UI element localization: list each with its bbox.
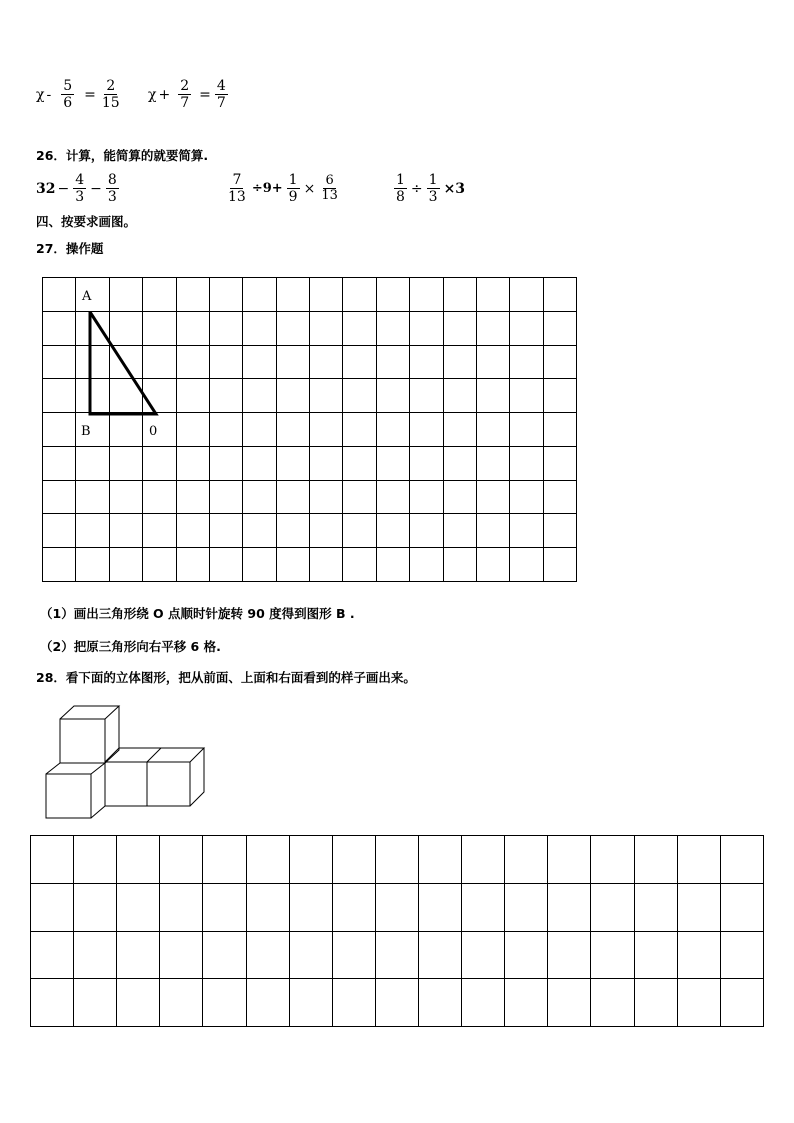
expression-operator: ÷9+ [251, 181, 283, 196]
grid-cell [505, 883, 548, 931]
equals-sign: = [199, 86, 211, 103]
grid-cell [203, 979, 246, 1027]
grid-cell [634, 883, 677, 931]
grid-cell [375, 836, 418, 884]
grid-cell [462, 883, 505, 931]
grid-cell [418, 931, 461, 979]
grid-cell [505, 979, 548, 1027]
grid-cell [677, 979, 720, 1027]
grid-cell [246, 883, 289, 931]
numerator: 4 [216, 78, 226, 94]
grid-cell [74, 931, 117, 979]
numerator: 6 [325, 173, 334, 188]
grid-cell [246, 931, 289, 979]
denominator: 3 [75, 189, 85, 205]
grid-cell [160, 979, 203, 1027]
grid-cell [591, 931, 634, 979]
grid-cell [418, 836, 461, 884]
numerator: 4 [75, 172, 85, 188]
denominator: 13 [228, 189, 246, 205]
grid-cell [203, 883, 246, 931]
numerator: 2 [180, 78, 190, 94]
grid-cell [289, 931, 332, 979]
vertex-label-b: B [81, 424, 91, 439]
denominator: 8 [396, 189, 405, 205]
grid-cell [31, 931, 74, 979]
question-28-title: 28．看下面的立体图形，把从前面、上面和右面看到的样子画出来。 [36, 670, 416, 685]
grid-row [31, 836, 764, 884]
denominator: 7 [180, 95, 190, 111]
grid-cell [677, 931, 720, 979]
task-2: （2）把原三角形向右平移 6 格. [40, 639, 221, 654]
numerator: 1 [428, 172, 438, 188]
equation-variable: χ [148, 86, 157, 103]
minus-sign: − [57, 180, 70, 197]
divide-sign: ÷ [410, 180, 423, 197]
grid-cell [548, 931, 591, 979]
grid-cell [677, 883, 720, 931]
grid-cell [332, 979, 375, 1027]
section-4-title: 四、按要求画图。 [36, 214, 137, 229]
multiply-term: ×3 [443, 180, 466, 197]
grid-cell [720, 883, 763, 931]
grid-cell [591, 979, 634, 1027]
grid-cell [591, 836, 634, 884]
grid-cell [462, 979, 505, 1027]
equation-operator: + [158, 86, 171, 103]
grid-cell [203, 931, 246, 979]
grid-cell [462, 836, 505, 884]
grid-cell [548, 836, 591, 884]
grid-cell [160, 836, 203, 884]
grid-cell [289, 836, 332, 884]
cube-drawing [46, 706, 204, 818]
grid-cell [677, 836, 720, 884]
vertex-label-o: 0 [149, 424, 158, 439]
expression-term: 32 [36, 180, 56, 197]
grid-cell [634, 836, 677, 884]
grid-cell [246, 979, 289, 1027]
grid-cell [375, 979, 418, 1027]
numerator: 5 [63, 78, 73, 94]
grid-cell [634, 979, 677, 1027]
equation-operator: - [46, 86, 52, 103]
grid-cell [548, 883, 591, 931]
grid-cell [246, 836, 289, 884]
numerator: 8 [107, 172, 117, 188]
grid-cell [117, 979, 160, 1027]
grid-cell [462, 931, 505, 979]
grid-cell [203, 836, 246, 884]
grid-q28 [30, 835, 764, 1027]
grid-row [31, 883, 764, 931]
question-26-title: 26．计算，能简算的就要简算. [36, 148, 209, 163]
grid-cell [418, 883, 461, 931]
grid-cell [332, 883, 375, 931]
grid-cell [74, 883, 117, 931]
vertex-label-a: A [82, 289, 92, 304]
question-27-title: 27．操作题 [36, 241, 104, 256]
grid-cell [720, 836, 763, 884]
denominator: 13 [321, 188, 338, 203]
denominator: 6 [63, 95, 73, 111]
task-1: （1）画出三角形绕 O 点顺时针旋转 90 度得到图形 B . [40, 606, 355, 621]
grid-cell [548, 979, 591, 1027]
denominator: 7 [216, 95, 226, 111]
grid-cell [375, 883, 418, 931]
numerator: 2 [106, 78, 116, 94]
grid-row [31, 931, 764, 979]
multiply-sign: × [303, 180, 316, 197]
numerator: 1 [396, 172, 405, 188]
grid-cell [720, 979, 763, 1027]
grid-cell [289, 883, 332, 931]
denominator: 9 [288, 189, 298, 205]
grid-row [31, 979, 764, 1027]
grid-cell [74, 979, 117, 1027]
grid-cell [31, 883, 74, 931]
denominator: 3 [107, 189, 117, 205]
denominator: 3 [428, 189, 438, 205]
denominator: 15 [101, 95, 120, 111]
grid-cell [720, 931, 763, 979]
grid-cell [289, 979, 332, 1027]
grid-cell [418, 979, 461, 1027]
numerator: 1 [288, 172, 298, 188]
grid-cell [117, 883, 160, 931]
equals-sign: = [84, 86, 96, 103]
grid-cell [332, 931, 375, 979]
equation-variable: χ [36, 86, 45, 103]
grid-cell [117, 836, 160, 884]
numerator: 7 [232, 172, 242, 188]
grid-cell [634, 931, 677, 979]
grid-cell [332, 836, 375, 884]
grid-cell [117, 931, 160, 979]
grid-cell [375, 931, 418, 979]
grid-cell [31, 979, 74, 1027]
grid-cell [505, 836, 548, 884]
grid-cell [505, 931, 548, 979]
grid-cell [31, 836, 74, 884]
minus-sign: − [90, 180, 102, 197]
grid-cell [591, 883, 634, 931]
grid-cell [160, 931, 203, 979]
grid-cell [74, 836, 117, 884]
grid-cell [160, 883, 203, 931]
